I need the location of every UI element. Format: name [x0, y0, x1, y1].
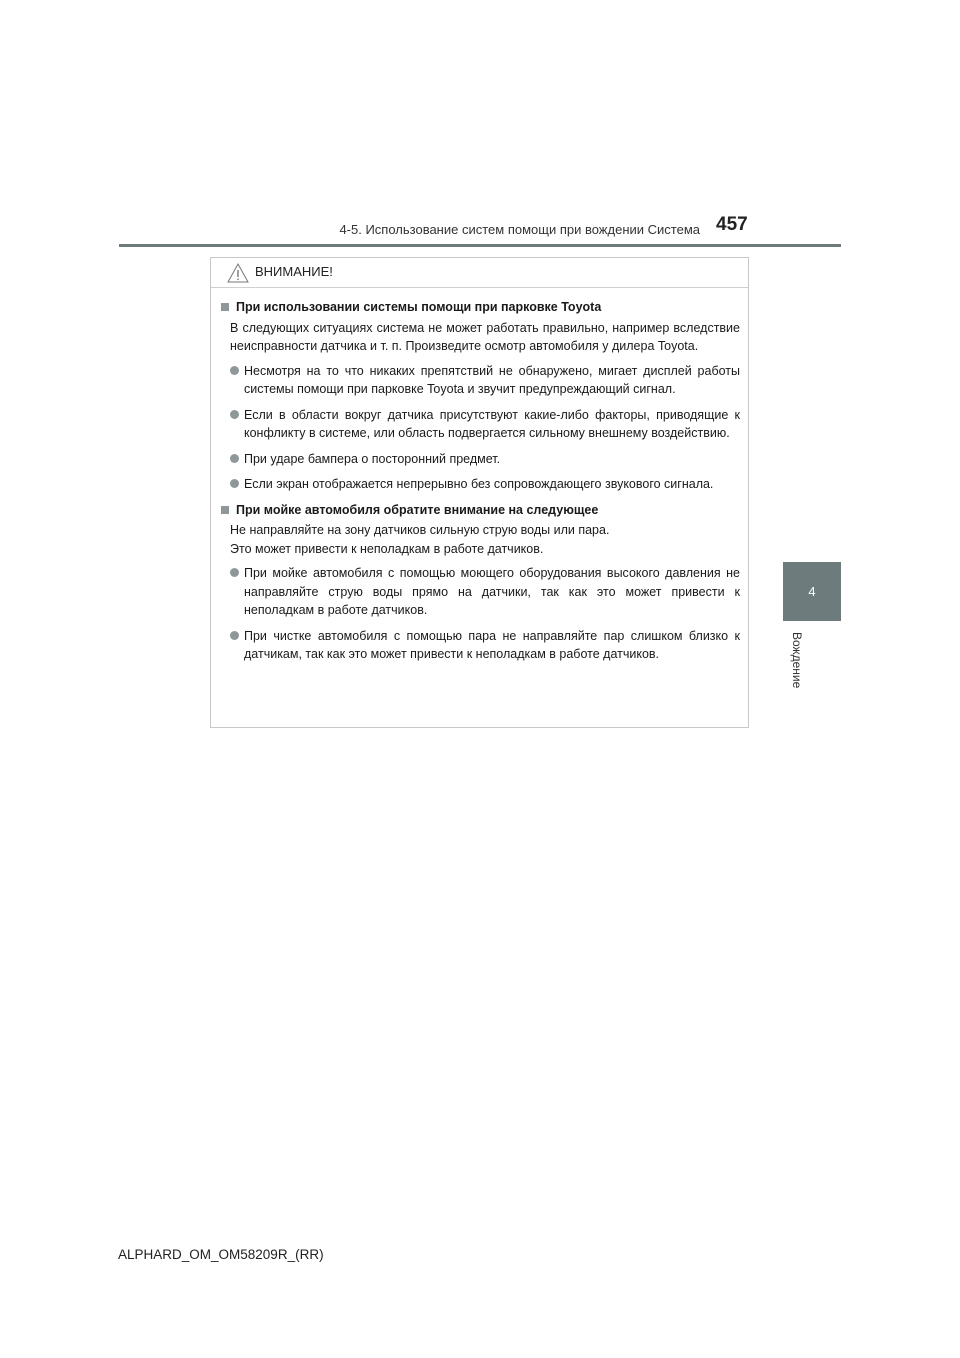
caution-title: ВНИМАНИЕ! [255, 264, 333, 279]
caution-header [211, 258, 748, 288]
chapter-number: 4 [808, 584, 816, 599]
list-item: Несмотря на то что никаких препятствий не обнаружено, мигает дисплей работы системы помощи при парковке Toyota и звучит предупреждающий сигнал. [244, 362, 740, 399]
list-item: При чистке автомобиля с помощью пара не направляйте пар слишком близко к датчикам, так как это может привести к неполадкам в работе датчиков. [244, 627, 740, 664]
round-bullet-icon [230, 631, 239, 640]
round-bullet-icon [230, 479, 239, 488]
bullet-list [211, 564, 748, 664]
list-item: При мойке автомобиля с помощью моющего оборудования высокого давления не направляйте струю воды прямо на датчики, так как это может привести к неполадкам в работе датчиков. [244, 564, 740, 620]
header-divider [119, 244, 841, 247]
caution-section-washing [211, 501, 748, 664]
caution-content [211, 298, 748, 671]
caution-section-parking [211, 298, 748, 494]
round-bullet-icon [230, 366, 239, 375]
chapter-tab[interactable] [783, 562, 841, 621]
round-bullet-icon [230, 410, 239, 419]
section-header-title: 4-5. Использование систем помощи при вождении Система [339, 222, 700, 237]
round-bullet-icon [230, 568, 239, 577]
square-bullet-icon [221, 506, 229, 514]
square-bullet-icon [221, 303, 229, 311]
chapter-label: Вождение [790, 632, 804, 689]
section-intro: Не направляйте на зону датчиков сильную струю воды или пара. [230, 523, 610, 537]
section-intro: В следующих ситуациях система не может работать правильно, например вследствие неисправности датчика и т. п. Произведите осмотр автомобиля у дилера Toyota. [230, 320, 740, 353]
section-heading: При использовании системы помощи при парковке Toyota [221, 298, 748, 317]
section-heading: При мойке автомобиля обратите внимание на следующее [221, 501, 748, 520]
list-item: При ударе бампера о посторонний предмет. [244, 450, 740, 469]
list-item: Если в области вокруг датчика присутствуют какие-либо факторы, приводящие к конфликту в системе, или область подвергается сильному внешнему воздействию. [244, 406, 740, 443]
round-bullet-icon [230, 454, 239, 463]
list-item: Если экран отображается непрерывно без сопровождающего звукового сигнала. [244, 475, 740, 494]
caution-box [210, 257, 749, 728]
page-number: 457 [716, 214, 748, 235]
warning-triangle-icon [227, 263, 249, 283]
section-intro-2: Это может привести к неполадкам в работе датчиков. [230, 541, 544, 556]
document-code: ALPHARD_OM_OM58209R_(RR) [118, 1247, 324, 1262]
bullet-list [211, 362, 748, 494]
